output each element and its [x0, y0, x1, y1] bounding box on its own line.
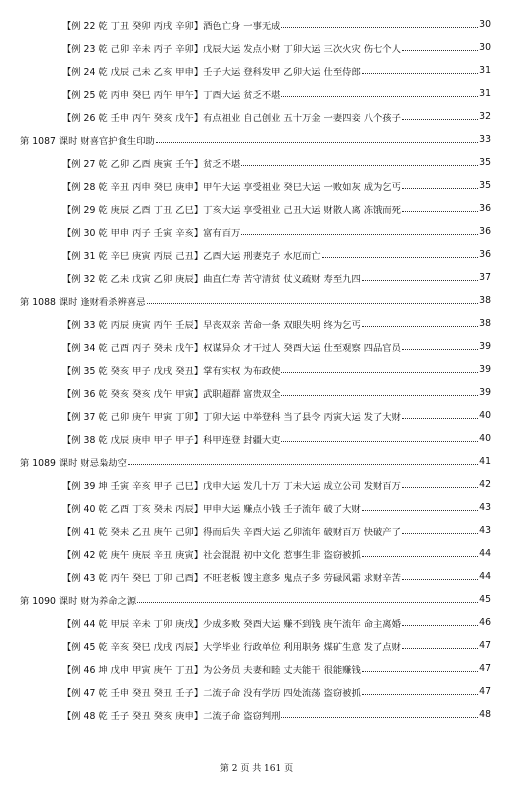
- toc-entry-page-number: 32: [479, 111, 491, 122]
- toc-entry-title: 第 1090 课时 财为养命之源: [20, 595, 137, 607]
- dot-leader: [402, 349, 478, 350]
- toc-entry-page-number: 30: [479, 42, 491, 53]
- toc-entry-page-number: 37: [479, 272, 491, 283]
- toc-entry-title: 【例 42 乾 庚午 庚辰 辛丑 庚寅】社会混混 初中文化 惹事生非 盗窃被抓: [62, 549, 361, 561]
- toc-example-entry[interactable]: [0, 657, 513, 680]
- toc-entry-title: 【例 44 乾 甲辰 辛未 丁卯 庚戌】少成多败 癸酉大运 赚不到钱 庚午流年 命主离婚: [62, 618, 401, 630]
- dot-leader: [402, 533, 478, 534]
- toc-entry-page-number: 46: [479, 617, 491, 628]
- toc-entry-page-number: 48: [479, 709, 491, 720]
- dot-leader: [402, 119, 478, 120]
- toc-example-entry[interactable]: [0, 565, 513, 588]
- dot-leader: [362, 280, 478, 281]
- dot-leader: [362, 671, 478, 672]
- dot-leader: [402, 625, 478, 626]
- toc-lesson-entry[interactable]: [0, 128, 513, 151]
- toc-example-entry[interactable]: [0, 427, 513, 450]
- toc-entry-title: 【例 27 乾 乙卯 乙酉 庚寅 壬午】贫乏不堪: [62, 158, 241, 170]
- toc-example-entry[interactable]: [0, 197, 513, 220]
- toc-entry-page-number: 47: [479, 686, 491, 697]
- dot-leader: [402, 211, 478, 212]
- toc-example-entry[interactable]: [0, 266, 513, 289]
- dot-leader: [281, 27, 478, 28]
- toc-example-entry[interactable]: [0, 13, 513, 36]
- toc-entry-title: 【例 35 乾 癸亥 甲子 戊戌 癸丑】掌有实权 为布政使: [62, 365, 281, 377]
- toc-entry-page-number: 39: [479, 387, 491, 398]
- toc-entry-page-number: 36: [479, 226, 491, 237]
- dot-leader: [402, 579, 478, 580]
- toc-entry-title: 第 1087 课时 财喜官护食生印助: [20, 135, 155, 147]
- toc-entry-title: 【例 39 坤 壬寅 辛亥 甲子 己巳】戊申大运 发几十万 丁未大运 成立公司 发财百万: [62, 480, 401, 492]
- toc-entry-title: 【例 34 乾 己酉 丙子 癸未 戊午】权谋异众 才干过人 癸酉大运 仕至观察 四品官员: [62, 342, 401, 354]
- toc-example-entry[interactable]: [0, 358, 513, 381]
- toc-example-entry[interactable]: [0, 703, 513, 726]
- toc-example-entry[interactable]: [0, 611, 513, 634]
- dot-leader: [362, 326, 478, 327]
- toc-entry-title: 【例 47 乾 壬申 癸丑 癸丑 壬子】二流子命 没有学历 四处流荡 盗窃被抓: [62, 687, 361, 699]
- toc-entry-page-number: 36: [479, 249, 491, 260]
- toc-example-entry[interactable]: [0, 36, 513, 59]
- toc-entry-page-number: 43: [479, 525, 491, 536]
- toc-entry-page-number: 35: [479, 157, 491, 168]
- dot-leader: [322, 257, 479, 258]
- dot-leader: [402, 418, 478, 419]
- toc-example-entry[interactable]: [0, 634, 513, 657]
- dot-leader: [281, 395, 478, 396]
- toc-example-entry[interactable]: [0, 542, 513, 565]
- toc-entry-page-number: 30: [479, 19, 491, 30]
- toc-example-entry[interactable]: [0, 404, 513, 427]
- dot-leader: [281, 96, 478, 97]
- toc-example-entry[interactable]: [0, 243, 513, 266]
- toc-example-entry[interactable]: [0, 59, 513, 82]
- toc-entry-page-number: 43: [479, 502, 491, 513]
- toc-example-entry[interactable]: [0, 312, 513, 335]
- toc-entry-page-number: 39: [479, 341, 491, 352]
- toc-entry-title: 【例 41 乾 癸未 乙丑 庚午 己卯】得而后失 辛酉大运 乙卯流年 破财百万 快破产了: [62, 526, 401, 538]
- toc-entry-title: 【例 29 乾 庚辰 乙酉 丁丑 乙巳】丁亥大运 享受祖业 己丑大运 财散人离 冻饿而死: [62, 204, 401, 216]
- toc-entry-page-number: 38: [479, 318, 491, 329]
- dot-leader: [402, 648, 478, 649]
- toc-entry-title: 【例 28 乾 辛丑 丙申 癸巳 庚申】甲午大运 享受祖业 癸巳大运 一败如灰 成为乞丐: [62, 181, 401, 193]
- toc-example-entry[interactable]: [0, 496, 513, 519]
- dot-leader: [156, 142, 478, 143]
- toc-example-entry[interactable]: [0, 473, 513, 496]
- toc-example-entry[interactable]: [0, 220, 513, 243]
- toc-entry-title: 【例 24 乾 戊辰 己未 乙亥 甲申】壬子大运 登科发甲 乙卯大运 仕至侍郎: [62, 66, 361, 78]
- toc-entry-page-number: 44: [479, 571, 491, 582]
- toc-entry-page-number: 31: [479, 88, 491, 99]
- toc-entry-page-number: 40: [479, 410, 491, 421]
- toc-entry-title: 【例 25 乾 丙申 癸巳 丙午 甲午】丁酉大运 贫乏不堪: [62, 89, 281, 101]
- toc-example-entry[interactable]: [0, 174, 513, 197]
- toc-entry-page-number: 35: [479, 180, 491, 191]
- toc-entry-page-number: 39: [479, 364, 491, 375]
- dot-leader: [362, 73, 478, 74]
- toc-entry-title: 【例 23 乾 己卯 辛未 丙子 辛卯】戊辰大运 发点小财 丁卯大运 三次火灾 伤七个人: [62, 43, 401, 55]
- dot-leader: [281, 717, 478, 718]
- toc-entry-title: 第 1088 课时 逢财看杀辨喜忌: [20, 296, 146, 308]
- toc-entry-page-number: 38: [479, 295, 491, 306]
- toc-entry-page-number: 36: [479, 203, 491, 214]
- toc-entry-title: 【例 37 乾 己卯 庚午 甲寅 丁卯】丁卯大运 中举登科 当了县令 丙寅大运 发了大财: [62, 411, 401, 423]
- toc-entry-page-number: 47: [479, 663, 491, 674]
- dot-leader: [362, 556, 478, 557]
- toc-entry-title: 【例 30 乾 甲申 丙子 壬寅 辛亥】富有百万: [62, 227, 241, 239]
- dot-leader: [137, 602, 478, 603]
- toc-entry-page-number: 45: [479, 594, 491, 605]
- toc-example-entry[interactable]: [0, 519, 513, 542]
- dot-leader: [281, 441, 478, 442]
- dot-leader: [362, 694, 478, 695]
- dot-leader: [241, 165, 478, 166]
- dot-leader: [402, 487, 478, 488]
- toc-entry-page-number: 31: [479, 65, 491, 76]
- toc-lesson-entry[interactable]: [0, 450, 513, 473]
- toc-example-entry[interactable]: [0, 105, 513, 128]
- dot-leader: [402, 50, 478, 51]
- toc-entry-title: 【例 22 乾 丁丑 癸卯 丙戌 辛卯】酒色亡身 一事无成: [62, 20, 281, 32]
- dot-leader: [362, 510, 478, 511]
- toc-example-entry[interactable]: [0, 381, 513, 404]
- toc-example-entry[interactable]: [0, 680, 513, 703]
- toc-example-entry[interactable]: [0, 335, 513, 358]
- toc-entry-title: 【例 31 乾 辛巳 庚寅 丙辰 己丑】乙酉大运 刑妻克子 水厄而亡: [62, 250, 321, 262]
- toc-lesson-entry[interactable]: [0, 289, 513, 312]
- toc-example-entry[interactable]: [0, 82, 513, 105]
- toc-entry-title: 【例 36 乾 癸亥 癸亥 戊午 甲寅】武职超群 富贵双全: [62, 388, 281, 400]
- page-footer: 第 2 页 共 161 页: [219, 764, 294, 774]
- toc-example-entry[interactable]: [0, 151, 513, 174]
- toc-entry-title: 【例 33 乾 丙辰 庚寅 丙午 壬辰】早丧双亲 苦命一条 双眼失明 终为乞丐: [62, 319, 361, 331]
- dot-leader: [147, 303, 479, 304]
- dot-leader: [402, 188, 478, 189]
- toc-entry-page-number: 44: [479, 548, 491, 559]
- toc-entry-title: 【例 46 坤 戊申 甲寅 庚午 丁丑】为公务员 夫妻和睦 丈夫能干 很能赚钱: [62, 664, 361, 676]
- toc-entry-title: 【例 48 乾 壬子 癸丑 癸亥 庚申】二流子命 盗窃判刑: [62, 710, 281, 722]
- toc-entry-page-number: 33: [479, 134, 491, 145]
- toc-entry-title: 【例 32 乾 乙未 戊寅 乙卯 庚辰】曲直仁寿 苦守清贫 仗义疏财 寿至九四: [62, 273, 361, 285]
- toc-entry-page-number: 41: [479, 456, 491, 467]
- dot-leader: [281, 372, 478, 373]
- toc-entry-page-number: 42: [479, 479, 491, 490]
- toc-entry-title: 【例 38 乾 戊辰 庚申 甲子 甲子】科甲连登 封疆大吏: [62, 434, 281, 446]
- toc-entry-title: 【例 45 乾 辛亥 癸巳 戊戌 丙辰】大学毕业 行政单位 利用职务 煤矿生意 发了点财: [62, 641, 401, 653]
- table-of-contents: [0, 13, 513, 726]
- toc-entry-page-number: 40: [479, 433, 491, 444]
- toc-entry-title: 第 1089 课时 财忌枭劫空: [20, 457, 127, 469]
- toc-entry-title: 【例 40 乾 乙酉 丁亥 癸未 丙辰】甲申大运 赚点小钱 壬子流年 破了大财: [62, 503, 361, 515]
- toc-entry-page-number: 47: [479, 640, 491, 651]
- dot-leader: [241, 234, 478, 235]
- toc-lesson-entry[interactable]: [0, 588, 513, 611]
- toc-entry-title: 【例 43 乾 丙午 癸巳 丁卯 己酉】不旺老板 馊主意多 鬼点子多 劳碌风霜 求财辛苦: [62, 572, 401, 584]
- dot-leader: [128, 464, 478, 465]
- toc-entry-title: 【例 26 乾 壬申 丙午 癸亥 戊午】有点祖业 自己创业 五十万金 一妻四妾 八个孩子: [62, 112, 401, 124]
